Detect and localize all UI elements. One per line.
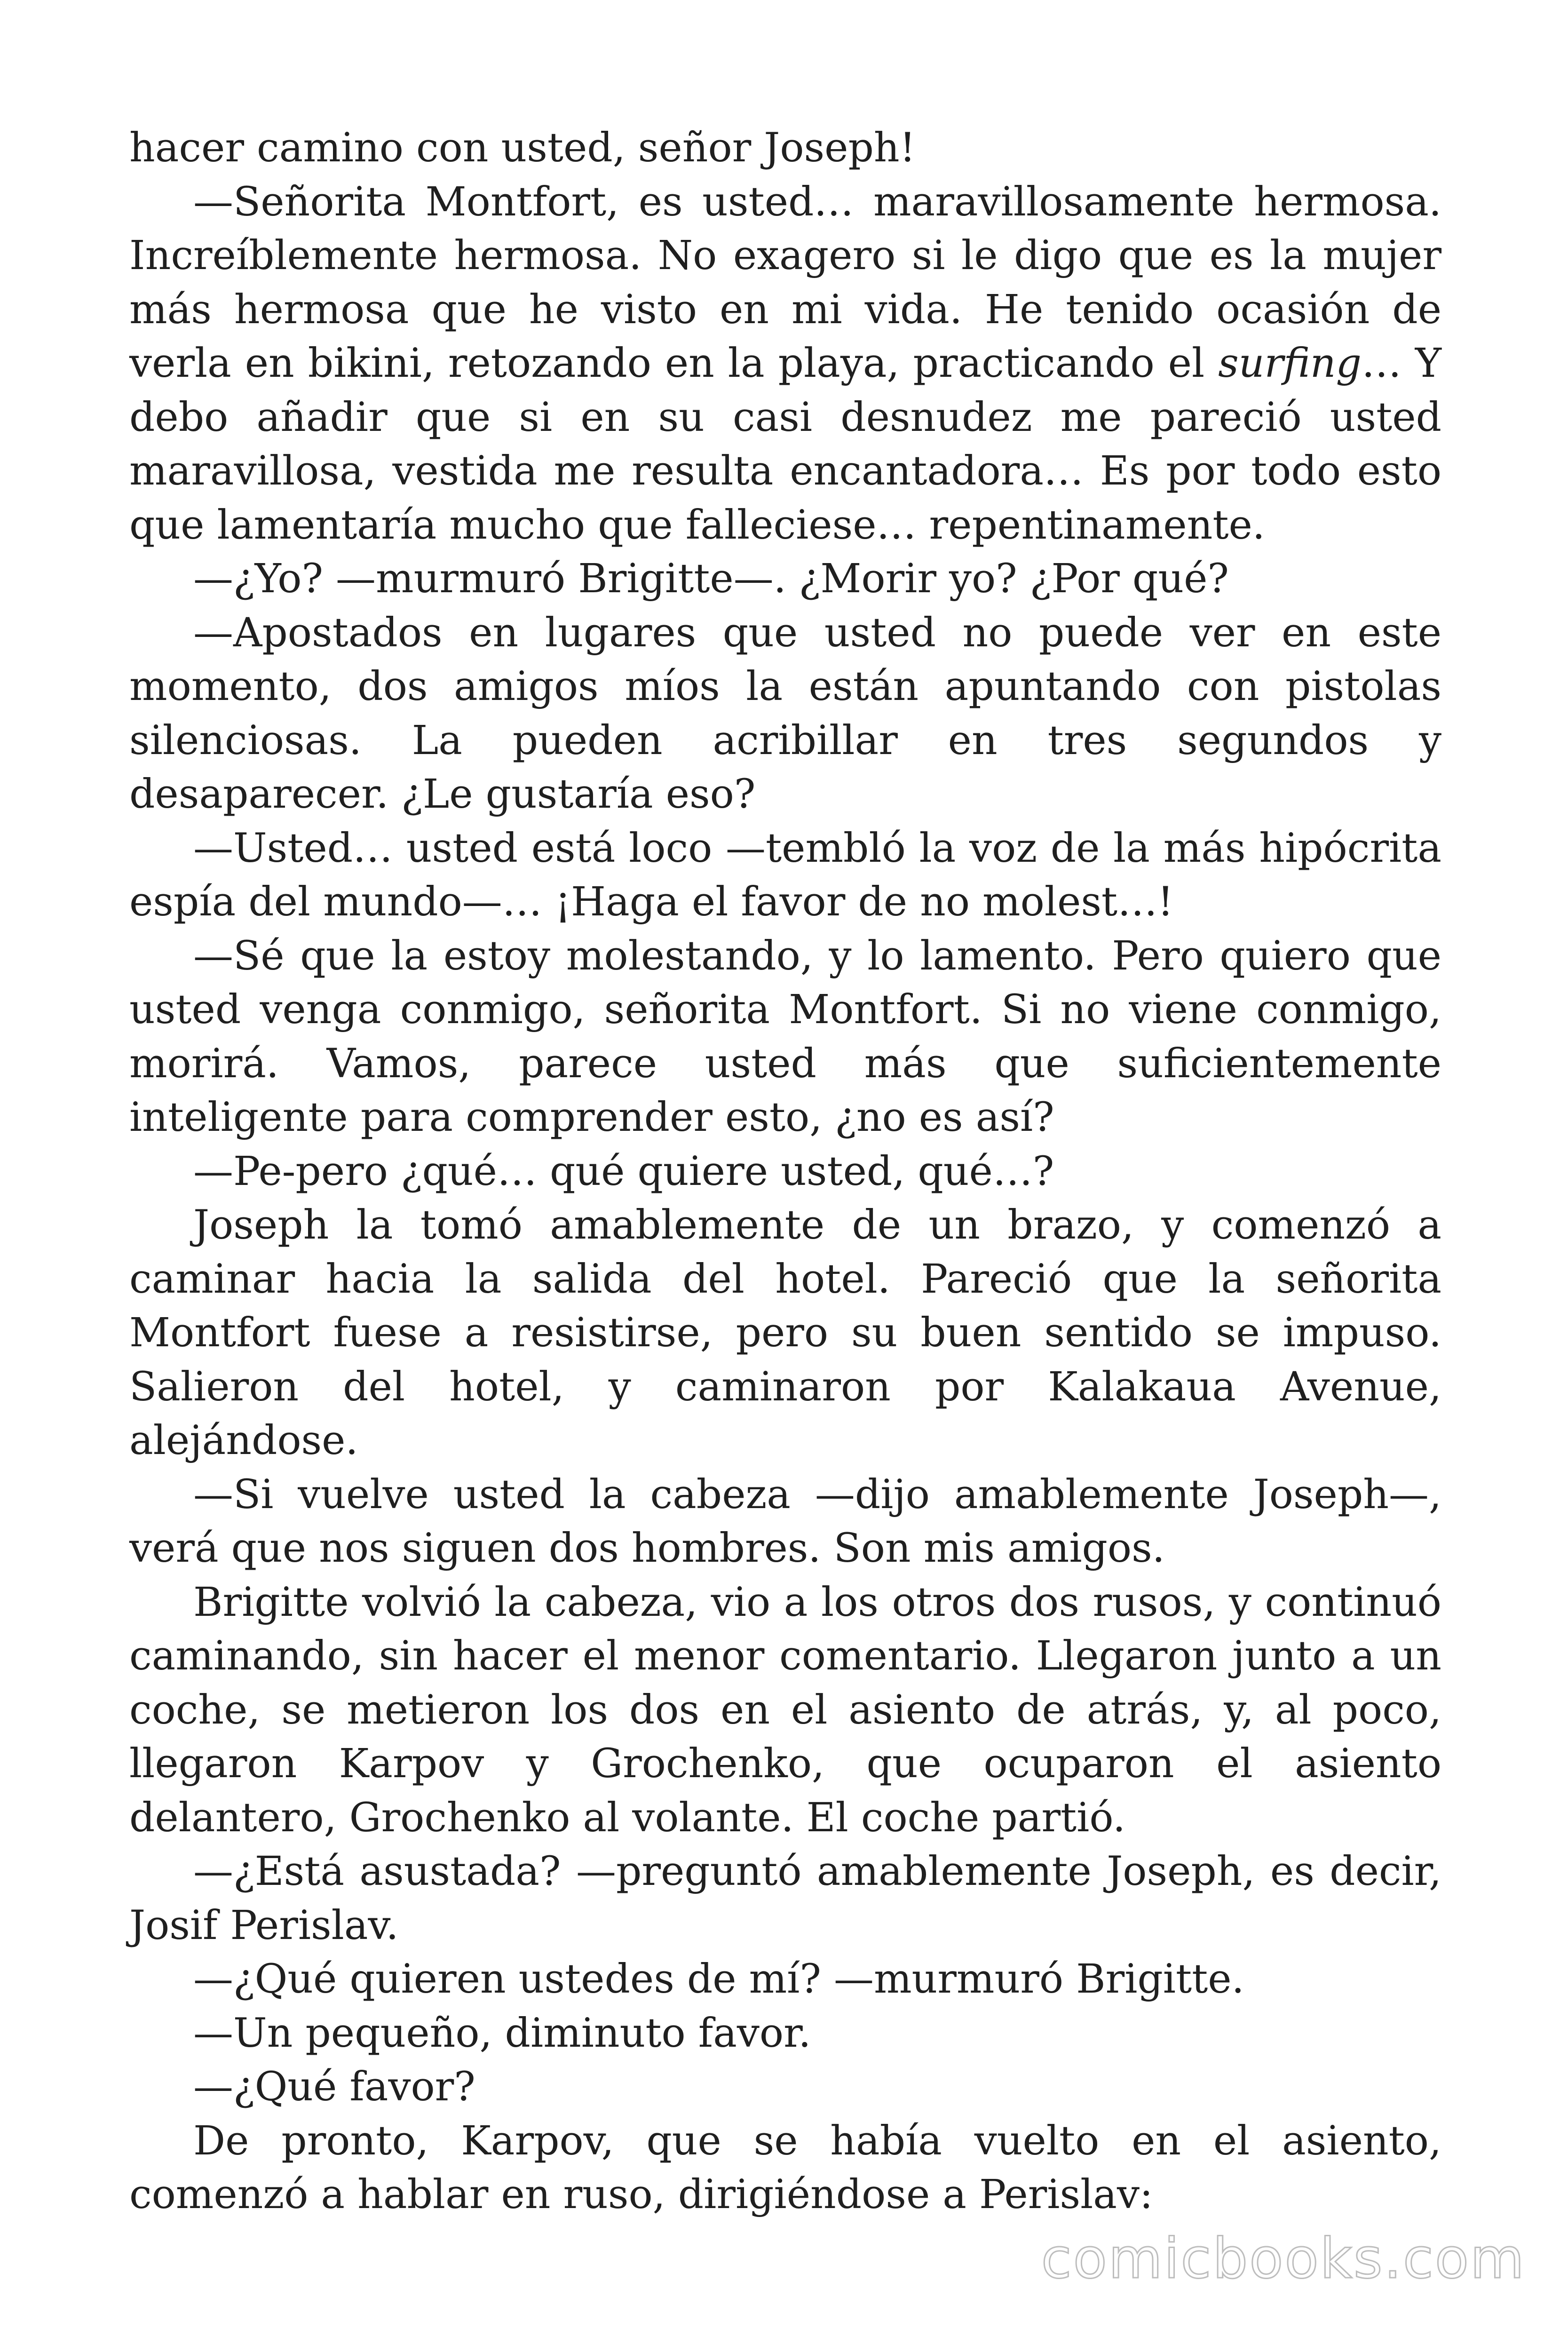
paragraph-8: Joseph la tomó amablemente de un brazo, y comenzó a caminar hacia la salida del hotel. Pareció que la señorita Montfort fuese a resistirse, pero su buen sentido se impuso. Salieron del hotel, y caminaron por Kalakaua Avenue, alejándose. [129, 1202, 1441, 1464]
paragraph-1: hacer camino con usted, señor Joseph! [129, 125, 916, 171]
paragraph-15: De pronto, Karpov, que se había vuelto en el asiento, comenzó a hablar en ruso, dirigiéndose a Perislav: [129, 2117, 1441, 2218]
paragraph-6: —Sé que la estoy molestando, y lo lamento. Pero quiero que usted venga conmigo, señorita Montfort. Si no viene conmigo, morirá. Vamos, parece usted más que suficientemente inteligente para comprender esto, ¿no es así? [129, 932, 1441, 1141]
paragraph-4: —Apostados en lugares que usted no puede ver en este momento, dos amigos míos la están apuntando con pistolas silenciosas. La pueden acribillar en tres segundos y desaparecer. ¿Le gustaría eso? [129, 609, 1441, 818]
italic-word-surfing: surfing [1218, 340, 1362, 387]
paragraph-5: —Usted… usted está loco —tembló la voz de la más hipócrita espía del mundo—… ¡Haga el favor de no molest…! [129, 825, 1441, 925]
paragraph-3: —¿Yo? —murmuró Brigitte—. ¿Morir yo? ¿Por qué? [193, 556, 1229, 602]
paragraph-14: —¿Qué favor? [193, 2064, 475, 2110]
paragraph-13: —Un pequeño, diminuto favor. [193, 2010, 811, 2057]
paragraph-2-part-2: … Y debo añadir que si en su casi desnudez me pareció usted maravillosa, vestida me resulta encantadora… Es por todo esto que lamentaría mucho que falleciese… repentinamente. [129, 340, 1441, 548]
paragraph-12: —¿Qué quieren ustedes de mí? —murmuró Brigitte. [193, 1956, 1244, 2002]
site-watermark: comicbooks.com [1041, 2226, 1526, 2291]
paragraph-9: —Si vuelve usted la cabeza —dijo amablemente Joseph—, verá que nos siguen dos hombres. Son mis amigos. [129, 1471, 1441, 1572]
page-body-text [129, 121, 1441, 2222]
paragraph-7: —Pe-pero ¿qué… qué quiere usted, qué…? [193, 1148, 1054, 1195]
paragraph-10: Brigitte volvió la cabeza, vio a los otros dos rusos, y continuó caminando, sin hacer el menor comentario. Llegaron junto a un coche, se metieron los dos en el asiento de atrás, y, al poco, llegaron Karpov y Grochenko, que ocuparon el asiento delantero, Grochenko al volante. El coche partió. [129, 1579, 1441, 1841]
paragraph-2-part-1: —Señorita Montfort, es usted… maravillosamente hermosa. Increíblemente hermosa. No exagero si le digo que es la mujer más hermosa que he visto en mi vida. He tenido ocasión de verla en bikini, retozando en la playa, practicando el [129, 178, 1441, 387]
paragraph-11: —¿Está asustada? —preguntó amablemente Joseph, es decir, Josif Perislav. [129, 1848, 1441, 1949]
paragraph-2 [129, 175, 1441, 553]
